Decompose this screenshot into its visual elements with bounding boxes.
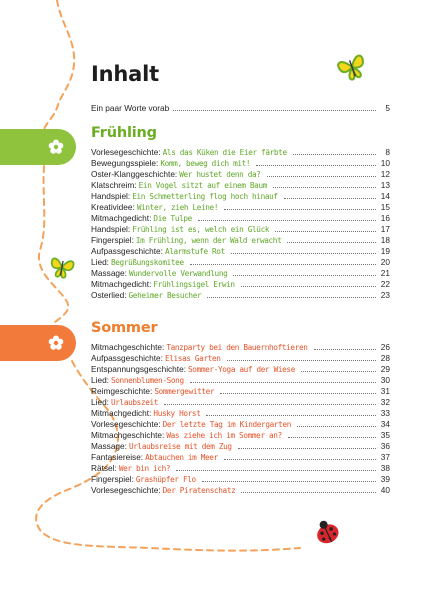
dot-leader [301,370,376,372]
entry-type: Mitmachgedicht: [91,213,152,223]
ladybug-icon [312,518,342,546]
toc-entry[interactable] [91,397,390,408]
toc-entry[interactable] [91,268,390,279]
page-number: 36 [380,441,390,451]
butterfly-icon [336,52,368,82]
page-number: 32 [380,397,390,407]
entry-title: Komm, beweg dich mit! [160,159,251,168]
dot-leader [287,241,376,243]
sun-flower-icon [48,335,64,351]
entry-title: Abtauchen im Meer [145,453,218,462]
toc-entry[interactable] [91,224,390,235]
entry-title: Elisas Garten [164,354,221,363]
toc-entry[interactable] [91,485,390,496]
toc-entry[interactable] [91,430,390,441]
dot-leader [190,381,376,383]
dot-leader [190,263,376,265]
entry-title: Frühling ist es, welch ein Glück [132,225,270,234]
page-number: 19 [380,246,390,256]
entry-type: Bewegungsspiele: [91,158,159,168]
toc-entry[interactable] [91,386,390,397]
page-number: 14 [380,191,390,201]
toc-entry[interactable] [91,202,390,213]
entry-type: Vorlesegeschichte: [91,485,161,495]
page-number: 16 [380,213,390,223]
dot-leader [176,469,376,471]
page-number: 21 [380,268,390,278]
page-number: 29 [380,364,390,374]
dot-leader [275,230,376,232]
toc-entry[interactable] [91,353,390,364]
entry-title: Husky Horst [153,409,201,418]
page-number: 31 [380,386,390,396]
toc-entry[interactable] [91,364,390,375]
section-tab-fruehling [0,129,76,165]
toc-entry[interactable] [91,474,390,485]
toc-list-sommer [91,342,390,496]
entry-type: Entspannungsgeschichte: [91,364,187,374]
dot-leader [207,296,376,298]
dot-leader [256,164,376,166]
toc-entry[interactable] [91,279,390,290]
entry-type: Handspiel: [91,224,131,234]
dot-leader [284,197,376,199]
toc-intro-row[interactable] [91,103,390,113]
page-number: 13 [380,180,390,190]
page-number: 39 [380,474,390,484]
dot-leader [273,186,376,188]
toc-entry[interactable] [91,169,390,180]
toc-entry[interactable] [91,463,390,474]
entry-type: Vorlesegeschichte: [91,419,161,429]
entry-type: Rätsel: [91,463,117,473]
entry-title: Urlaubszeit [111,398,159,407]
dot-leader [224,208,376,210]
entry-type: Lied: [91,375,109,385]
entry-type: Reimgeschichte: [91,386,153,396]
page-number: 34 [380,419,390,429]
toc-entry[interactable] [91,180,390,191]
toc-entry[interactable] [91,375,390,386]
dot-leader [293,153,376,155]
toc-entry[interactable] [91,441,390,452]
entry-title: Als das Küken die Eier färbte [162,148,287,157]
toc-entry[interactable] [91,158,390,169]
entry-type: Klatschreim: [91,180,137,190]
page-number: 38 [380,463,390,473]
dot-leader [288,436,376,438]
toc-entry[interactable] [91,235,390,246]
dot-leader [206,414,376,416]
entry-title: Winter, zieh Leine! [136,203,219,212]
page-number: 37 [380,452,390,462]
toc-entry[interactable] [91,342,390,353]
dot-leader [241,285,376,287]
page-number: 5 [385,103,390,113]
dot-leader [297,425,376,427]
page-number: 18 [380,235,390,245]
entry-type: Lied: [91,257,109,267]
entry-type: Aufpassgeschichte: [91,353,163,363]
toc-entry[interactable] [91,147,390,158]
butterfly-small-icon [48,254,76,280]
entry-type: Massage: [91,268,127,278]
entry-type: Aufpassgeschichte: [91,246,163,256]
toc-entry[interactable] [91,257,390,268]
page-number: 23 [380,290,390,300]
section-tab-sommer [0,325,76,361]
entry-title: Sonnenblumen-Song [111,376,184,385]
entry-title: Der Piratenschatz [162,486,236,495]
entry-type: Oster-Klanggeschichte: [91,169,178,179]
page-number: 40 [380,485,390,495]
entry-title: Wer bin ich? [118,464,171,473]
entry-title: Urlaubsreise mit dem Zug [128,442,232,451]
entry-title: Wundervolle Verwandlung [128,269,228,278]
entry-title: Ein Schmetterling flog hoch hinauf [132,192,278,201]
intro-label: Ein paar Worte vorab [91,103,170,113]
entry-type: Handspiel: [91,191,131,201]
toc-entry[interactable] [91,213,390,224]
toc-entry[interactable] [91,191,390,202]
toc-entry[interactable] [91,408,390,419]
entry-title: Tanzparty bei den Bauernhoftieren [166,343,308,352]
entry-type: Fingerspiel: [91,474,134,484]
page-number: 20 [380,257,390,267]
entry-title: Geheimer Besucher [128,291,202,300]
dot-leader [224,458,376,460]
flower-icon [48,139,64,155]
page-number: 10 [380,158,390,168]
entry-title: Der letzte Tag im Kindergarten [162,420,292,429]
toc-list-fruehling [91,147,390,301]
page-number: 28 [380,353,390,363]
entry-type: Mitmachgeschichte: [91,342,165,352]
dot-leader [231,252,376,254]
entry-title: Die Tulpe [153,214,192,223]
entry-type: Massage: [91,441,127,451]
page-number: 17 [380,224,390,234]
entry-title: Frühlingsigel Erwin [153,280,235,289]
dot-leader [220,392,376,394]
page-number: 35 [380,430,390,440]
entry-title: Ein Vogel sitzt auf einem Baum [138,181,268,190]
entry-type: Vorlesegeschichte: [91,147,161,157]
entry-type: Fantasiereise: [91,452,144,462]
entry-type: Mitmachgedicht: [91,408,152,418]
entry-type: Kreatividee: [91,202,135,212]
entry-title: Grashüpfer Flo [135,475,196,484]
entry-title: Im Frühling, wenn der Wald erwacht [135,236,282,245]
entry-type: Fingerspiel: [91,235,134,245]
page-number: 8 [385,147,390,157]
page-number: 15 [380,202,390,212]
entry-type: Mitmachgedicht: [91,279,152,289]
entry-title: Wer hustet denn da? [179,170,261,179]
entry-title: Sommer-Yoga auf der Wiese [188,365,295,374]
entry-title: Alarmstufe Rot [164,247,225,256]
entry-title: Was ziehe ich im Sommer an? [166,431,282,440]
page-number: 22 [380,279,390,289]
page-number: 33 [380,408,390,418]
dot-leader [173,109,376,111]
toc-entry[interactable] [91,246,390,257]
entry-title: Sommergewitter [154,387,215,396]
section-heading-sommer: Sommer [91,320,158,336]
dot-leader [164,403,376,405]
page-number: 26 [380,342,390,352]
toc-entry[interactable] [91,290,390,301]
page-number: 30 [380,375,390,385]
dot-leader [241,491,376,493]
entry-type: Lied: [91,397,109,407]
page-title: Inhalt [91,62,159,86]
entry-type: Mitmachgeschichte: [91,430,165,440]
dot-leader [202,480,376,482]
dot-leader [227,359,376,361]
entry-type: Osterlied: [91,290,127,300]
dot-leader [314,348,376,350]
section-heading-fruehling: Frühling [91,125,157,141]
dot-leader [198,219,376,221]
toc-entry[interactable] [91,419,390,430]
dot-leader [267,175,376,177]
toc-entry[interactable] [91,452,390,463]
dot-leader [238,447,376,449]
entry-title: Begrüßungskomitee [111,258,184,267]
dot-leader [233,274,376,276]
page-number: 12 [380,169,390,179]
